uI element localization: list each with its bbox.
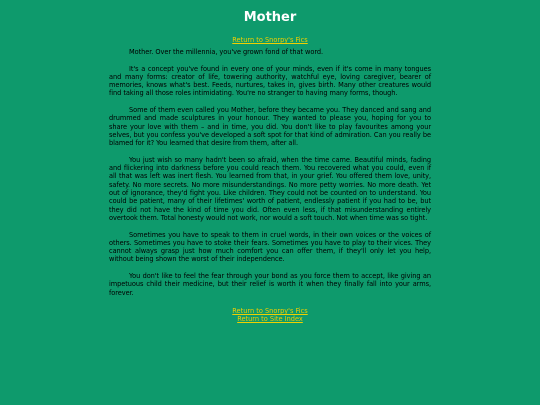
return-to-fics-link-bottom[interactable]: Return to Snorpy's Fics [232, 307, 308, 315]
return-to-site-index-link[interactable]: Return to Site Index [237, 315, 303, 324]
return-to-fics-link[interactable]: Return to Snorpy's Fics [232, 36, 308, 44]
top-nav [0, 36, 540, 44]
story-paragraph: You just wish so many hadn't been so afraid, when the time came. Beautiful minds, fading and flickering into darkness before you could reach them. You recovered what you could, even if all that was left was inert flesh. You learned from that, in your grief. You offered them love, unity, safety. No more secrets. No more misunderstandings. No more petty worries. No more death. Yet out of ignorance, they'd fight you. Like children. They could not be counted on to understand. You could be patient, many of their lifetimes' worth of patient, endlessly patient if you had to be, but they did not have the kind of time you did. Often even less, if that misunderstanding entirely overtook them. Total honesty would not work, nor would a soft touch. Not when time was so tight. [109, 155, 431, 222]
story-paragraph: You don't like to feel the fear through your bond as you force them to accept, like giving an impetuous child their medicine, but their relief is worth it when they finally fall into your arms, forever. [109, 272, 431, 297]
bottom-nav [0, 307, 540, 324]
story-paragraph: It's a concept you've found in every one of your minds, even if it's come in many tongues and many forms: creator of life, towering authority, watchful eye, loving caregiver, bearer of memories, knows what's best. Feeds, nurtures, takes in, gives birth. Many other creatures would find taking all those roles intimidating. You're no stranger to having many forms, though. [109, 64, 431, 98]
story-body [109, 48, 431, 305]
page-title: Mother [243, 10, 297, 25]
story-paragraph: Mother. Over the millennia, you've grown fond of that word. [129, 48, 324, 56]
story-paragraph: Sometimes you have to speak to them in cruel words, in their own voices or the voices of others. Sometimes you have to stoke their fears. Sometimes you have to play to their vices. They cannot always grasp just how much comfort you can offer them, if they'll only let you help, without being shown the worst of their independence. [109, 230, 431, 264]
story-paragraph: Some of them even called you Mother, before they became you. They danced and sang and drummed and made sculptures in your honour. They wanted to please you, hoping for you to share your love with them – and in time, you did. You don't like to play favourites among your selves, but you confess you've developed a soft spot for that kind of admiration. Can you really be blamed for it? You learned that desire from them, after all. [109, 106, 431, 148]
